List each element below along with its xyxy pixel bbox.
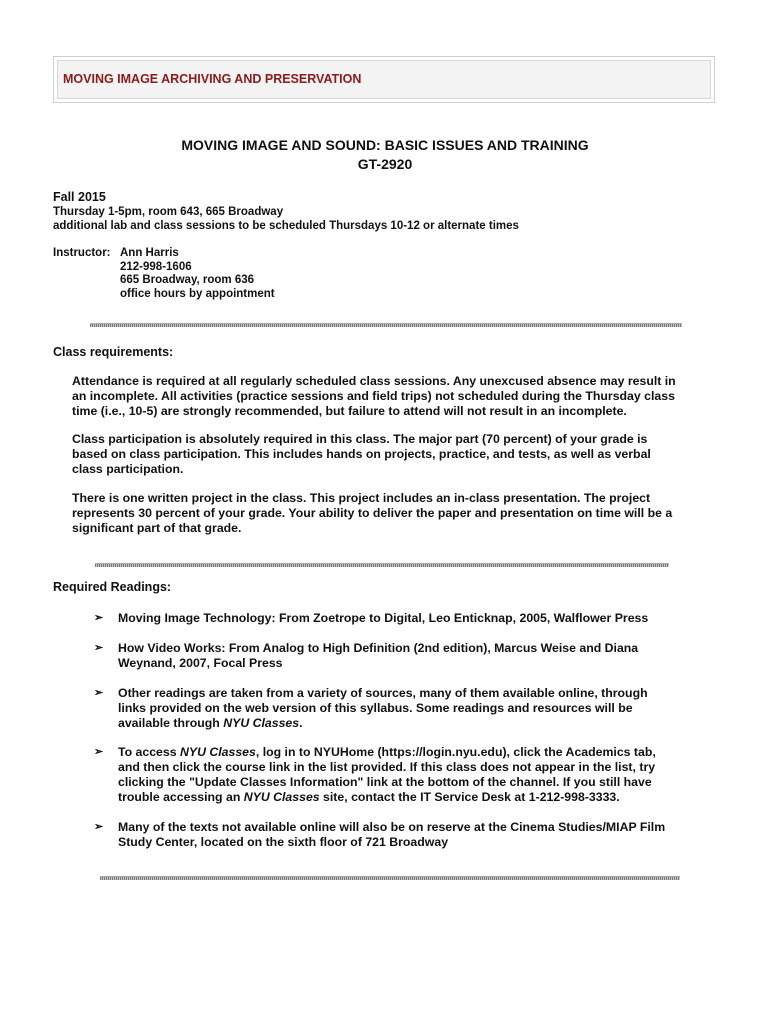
term: Fall 2015 (53, 190, 106, 204)
arrow-bullet-icon: ➢ (94, 687, 104, 699)
requirements-heading: Class requirements: (53, 345, 174, 359)
nyu-classes-name: NYU Classes (223, 716, 300, 730)
instructor-label: Instructor: (53, 247, 111, 259)
section-divider (90, 323, 682, 327)
reading-text: How Video Works: From Analog to High Definition (2nd edition), Marcus Weise and Diana Weynand, 2007, Focal Press (118, 641, 639, 670)
reading-text: Moving Image Technology: From Zoetrope to Digital, Leo Enticknap, 2005, Walflower Press (118, 611, 649, 625)
project-paragraph: There is one written project in the class. This project includes an in-class presentation. The project represents 30 percent of your grade. Your ability to deliver the paper and presentation on time will be a significant part of that grade. (72, 491, 673, 535)
instructor-office: 665 Broadway, room 636 (120, 274, 255, 286)
reading-text: Many of the texts not available online will also be on reserve at the Cinema Studies/MIAP Film Study Center, located on the sixth floor of 721 Broadway (118, 820, 666, 849)
participation-paragraph: Class participation is absolutely required in this class. The major part (70 percent) of your grade is based on class participation. This includes hands on projects, practice, and tests, as well as verbal class participation. (72, 432, 651, 476)
nyu-classes-name: NYU Classes (179, 745, 256, 759)
schedule-note: additional lab and class sessions to be scheduled Thursdays 10-12 or alternate times (53, 220, 519, 232)
course-code: GT-2920 (357, 156, 413, 172)
instructor-name: Ann Harris (120, 247, 179, 259)
reading-text: Other readings are taken from a variety of sources, many of them available online, through links provided on the web version of this syllabus. Some readings and resources will be available through NYU Classes. (118, 686, 648, 730)
arrow-bullet-icon: ➢ (94, 642, 104, 654)
instructor-hours: office hours by appointment (120, 288, 275, 300)
nyu-classes-name: NYU Classes (243, 790, 320, 804)
instructor-phone: 212-998-1606 (120, 261, 192, 273)
reading-item (94, 745, 679, 805)
course-title: MOVING IMAGE AND SOUND: BASIC ISSUES AND TRAINING (181, 137, 589, 153)
readings-heading: Required Readings: (53, 580, 172, 594)
arrow-bullet-icon: ➢ (94, 746, 104, 758)
arrow-bullet-icon: ➢ (94, 612, 104, 624)
attendance-paragraph: Attendance is required at all regularly scheduled class sessions. Any unexcused absence may result in an incomplete. All activities (practice sessions and field trips) not scheduled during the Thursday class time (i.e., 10-5) are strongly recommended, but failure to attend will not result in an incomplete. (72, 374, 676, 418)
program-banner (53, 56, 715, 103)
schedule-line: Thursday 1-5pm, room 643, 665 Broadway (53, 206, 284, 218)
section-divider (100, 876, 680, 880)
reading-item (94, 686, 679, 731)
arrow-bullet-icon: ➢ (94, 821, 104, 833)
reading-item (94, 641, 679, 671)
reading-text: To access NYU Classes, log in to NYUHome (https://login.nyu.edu), click the Academics tab, and then click the course link in the list provided. If this class does not appear in the list, try clicking the "Update Classes Information" link at the bottom of the channel. If you still have trouble accessing an NYU Classes site, contact the IT Service Desk at 1-212-998-3333. (118, 745, 656, 804)
section-divider (95, 563, 669, 567)
reading-item (94, 611, 679, 626)
reading-item (94, 820, 679, 850)
program-name: MOVING IMAGE ARCHIVING AND PRESERVATION (63, 72, 362, 86)
